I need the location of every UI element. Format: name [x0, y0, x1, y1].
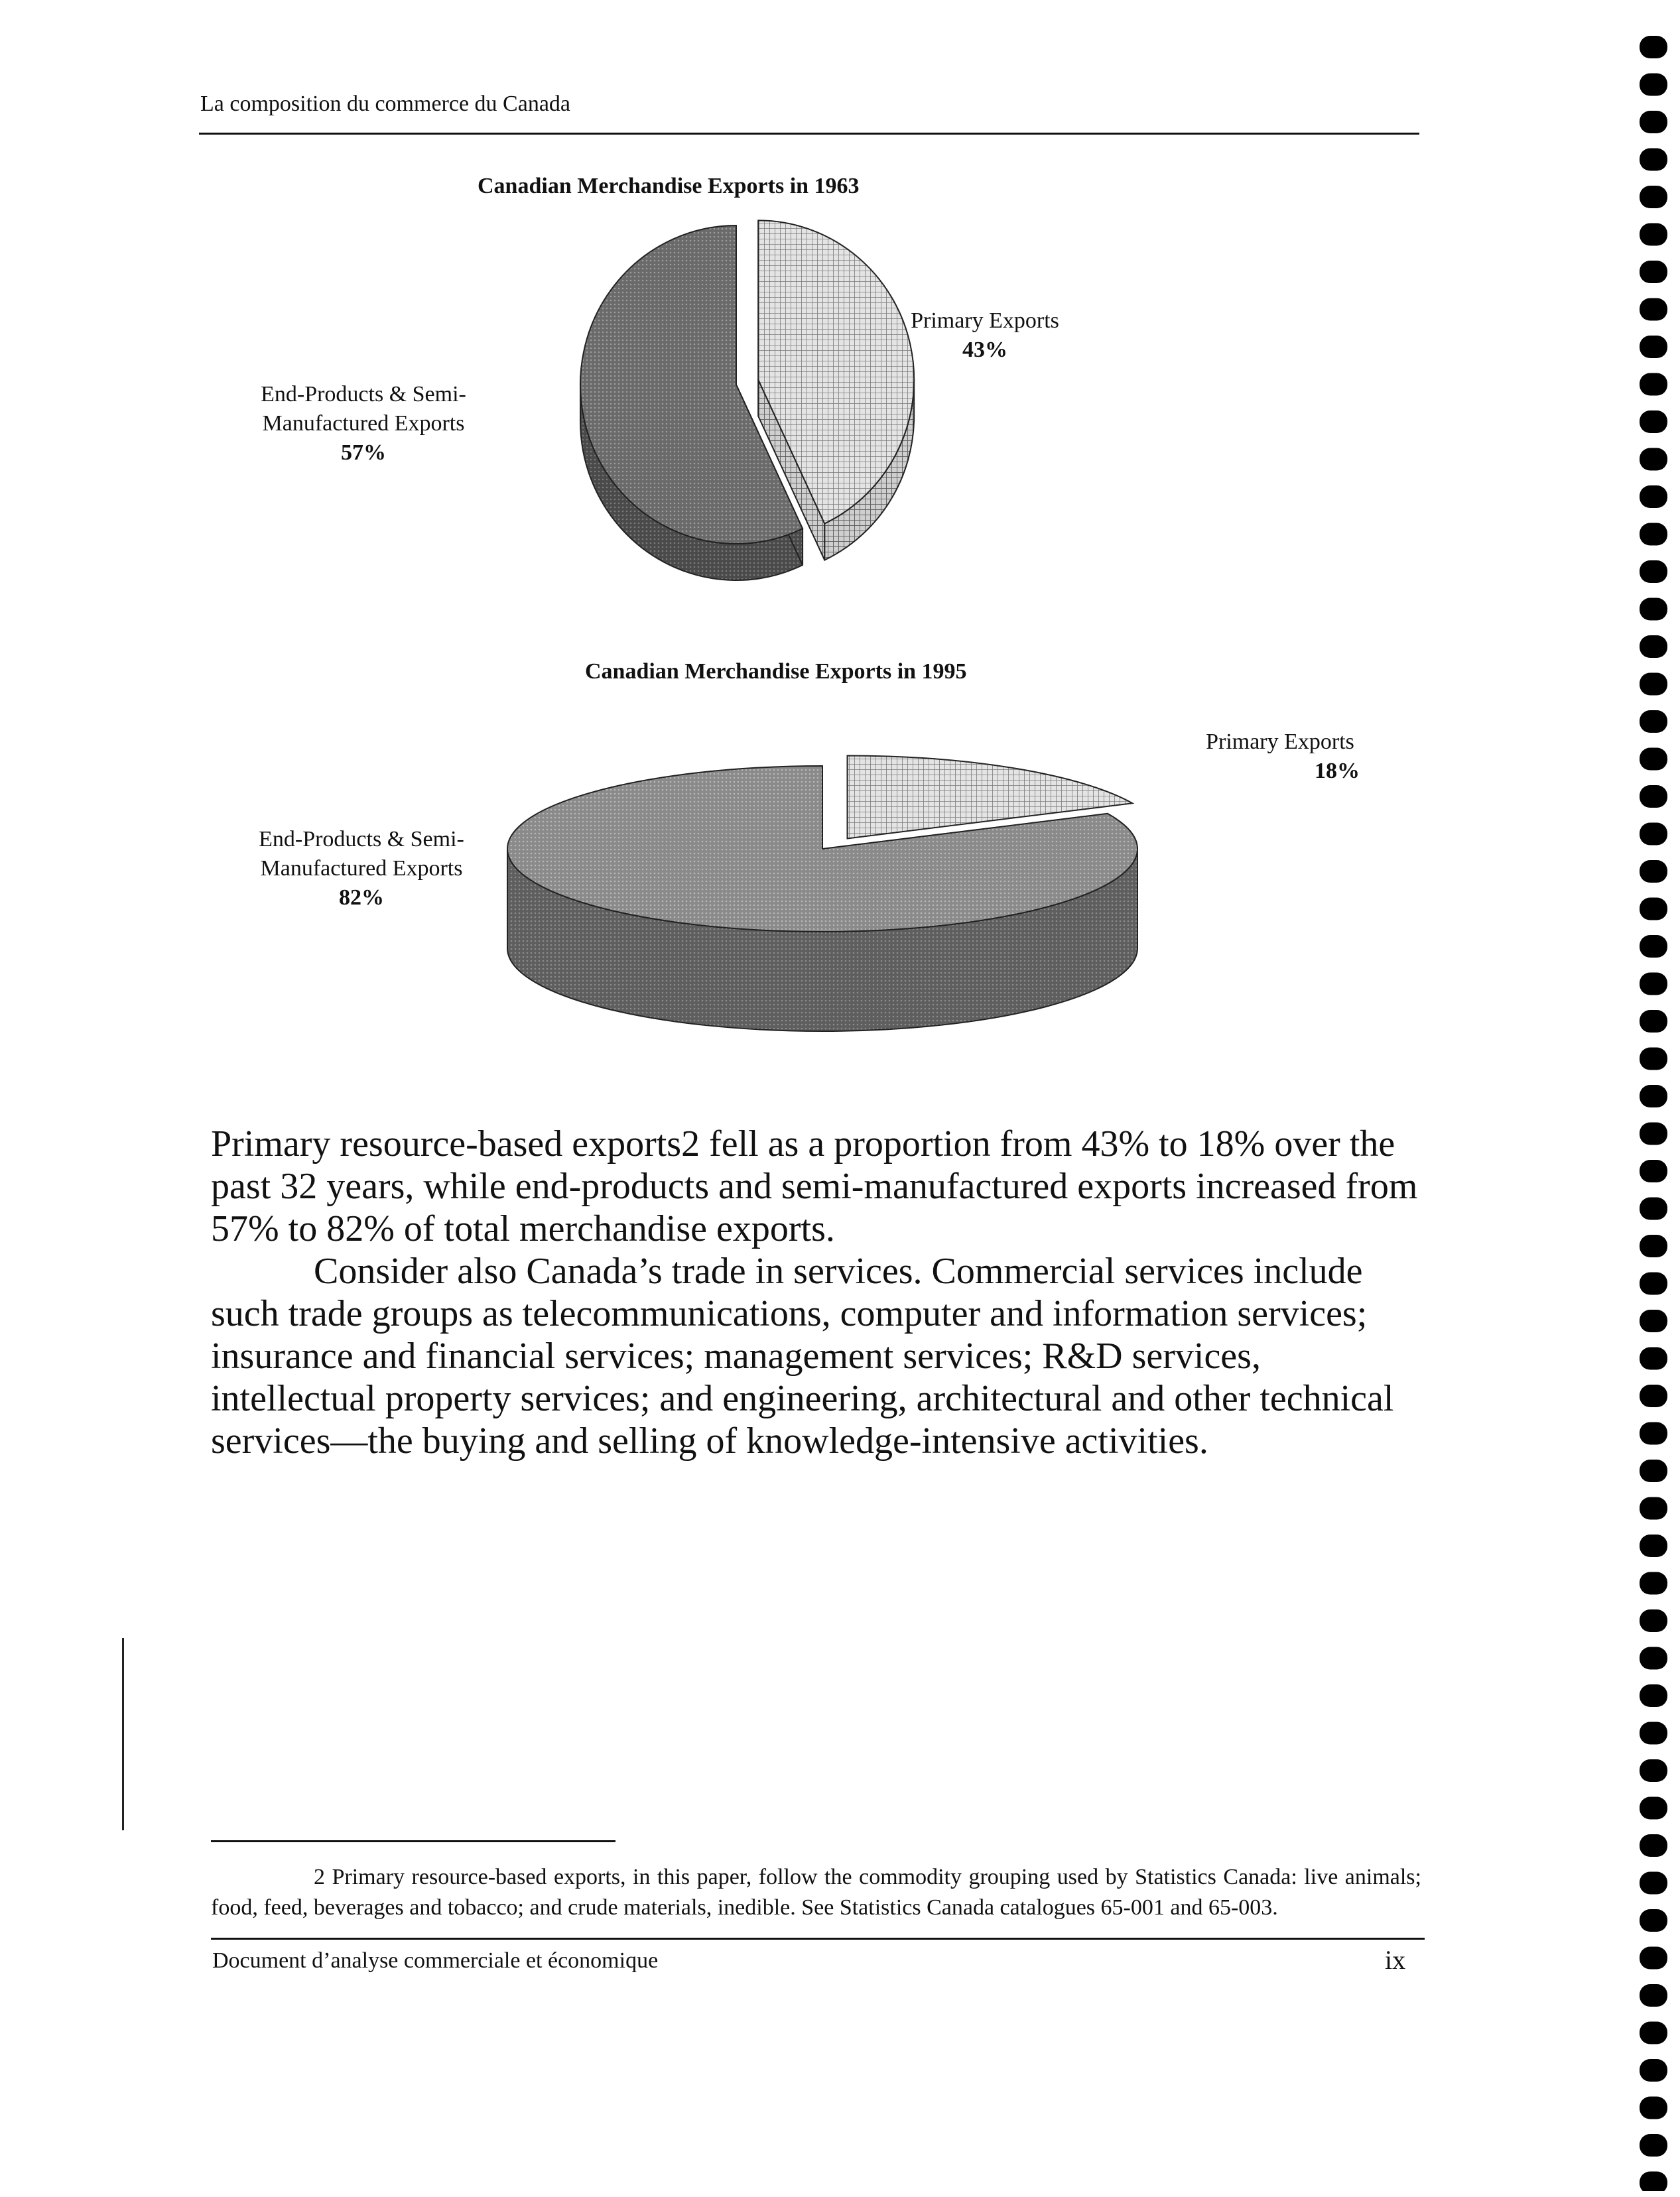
binder-hole	[1640, 1123, 1667, 1145]
binder-hole	[1640, 1909, 1667, 1932]
paragraph-1: Primary resource-based exports2 fell as a proportion from 43% to 18% over the past 32 years, while end-products and semi-manufactured exports increased from 57% to 82% of total merchandise exports.	[211, 1123, 1418, 1249]
footnote-rule	[211, 1840, 615, 1842]
slice-name-1963-end-line1: End-Products & Semi-	[261, 382, 466, 407]
slice-name-1995-primary: Primary Exports	[1206, 729, 1354, 754]
binder-hole	[1640, 485, 1667, 508]
binder-hole	[1640, 1085, 1667, 1107]
slice-value-1963-primary: 43%	[962, 338, 1007, 362]
slice-value-1963-end: 57%	[341, 440, 386, 465]
binder-hole	[1640, 1235, 1667, 1257]
body-text	[211, 1123, 1425, 1462]
binder-hole	[1640, 523, 1667, 546]
binder-hole	[1640, 1460, 1667, 1482]
pie-chart-1963	[580, 220, 914, 580]
binder-hole	[1640, 860, 1667, 883]
footnote-text: 2 Primary resource-based exports, in this paper, follow the commodity grouping used by Statistics Canada: live animals; food, feed, beverages and tobacco; and crude materials, inedible. See Statistics Canada catalogues 65-001 and 65-003.	[211, 1865, 1421, 1920]
binder-hole	[1640, 1722, 1667, 1745]
binder-hole	[1640, 1947, 1667, 1970]
binder-hole	[1640, 186, 1667, 208]
binder-hole	[1640, 298, 1667, 321]
binder-hole	[1640, 1198, 1667, 1220]
binder-hole	[1640, 635, 1667, 658]
binder-hole	[1640, 1759, 1667, 1782]
binder-hole	[1640, 336, 1667, 358]
binder-hole	[1640, 823, 1667, 846]
binder-hole	[1640, 1572, 1667, 1595]
slice-name-1995-end-line1: End-Products & Semi-	[259, 827, 464, 851]
binder-hole	[1640, 1684, 1667, 1707]
binder-hole	[1640, 1535, 1667, 1557]
binder-hole	[1640, 935, 1667, 958]
binder-hole	[1640, 673, 1667, 696]
paragraph-2: Consider also Canada’s trade in services. Commercial services include such trade groups as telecommunications, computer and information services; insurance and financial services; management services; R&D services, intellectual property services; and engineering, architectural and other technical services—the buying and selling of knowledge-intensive activities.	[211, 1251, 1394, 1462]
binder-hole	[1640, 898, 1667, 920]
binder-hole	[1640, 261, 1667, 283]
binder-hole	[1640, 2172, 1667, 2192]
binder-hole	[1640, 1160, 1667, 1182]
binder-hole	[1640, 2097, 1667, 2119]
binder-hole	[1640, 1497, 1667, 1520]
binder-hole	[1640, 1984, 1667, 2007]
binder-hole	[1640, 2059, 1667, 2082]
running-header: La composition du commerce du Canada	[200, 92, 570, 116]
binder-hole	[1640, 1647, 1667, 1670]
footnote	[211, 1862, 1421, 1923]
binder-hole	[1640, 1348, 1667, 1370]
binder-holes	[1637, 16, 1670, 2191]
footer-rule	[211, 1938, 1425, 1940]
footer-publication: Document d’analyse commerciale et économique	[212, 1948, 659, 1973]
binder-hole	[1640, 410, 1667, 433]
binder-hole	[1640, 1609, 1667, 1632]
slice-name-1963-primary: Primary Exports	[911, 308, 1059, 333]
binder-hole	[1640, 36, 1667, 58]
binder-hole	[1640, 1048, 1667, 1070]
binder-hole	[1640, 1422, 1667, 1445]
binder-hole	[1640, 373, 1667, 396]
binder-hole	[1640, 785, 1667, 808]
binder-hole	[1640, 1010, 1667, 1033]
binder-hole	[1640, 223, 1667, 246]
binder-hole	[1640, 1310, 1667, 1332]
chart-title-1995: Canadian Merchandise Exports in 1995	[585, 659, 967, 684]
binder-hole	[1640, 2022, 1667, 2044]
binder-hole	[1640, 2134, 1667, 2157]
binder-hole	[1640, 973, 1667, 995]
chart-title-1963: Canadian Merchandise Exports in 1963	[478, 174, 860, 198]
binder-hole	[1640, 1273, 1667, 1295]
binder-hole	[1640, 748, 1667, 771]
binder-hole	[1640, 1834, 1667, 1857]
slice-name-1995-end-line2: Manufactured Exports	[260, 856, 463, 881]
margin-mark	[122, 1638, 124, 1830]
binder-hole	[1640, 1385, 1667, 1407]
pie-chart-1995	[507, 755, 1137, 1031]
binder-hole	[1640, 74, 1667, 96]
binder-hole	[1640, 111, 1667, 133]
binder-hole	[1640, 560, 1667, 583]
binder-hole	[1640, 1872, 1667, 1895]
slice-value-1995-primary: 18%	[1315, 759, 1360, 783]
binder-hole	[1640, 1797, 1667, 1820]
slice-name-1963-end-line2: Manufactured Exports	[262, 411, 465, 436]
binder-hole	[1640, 710, 1667, 733]
binder-hole	[1640, 598, 1667, 621]
binder-hole	[1640, 448, 1667, 471]
binder-hole	[1640, 149, 1667, 171]
page-number: ix	[1385, 1945, 1406, 1975]
slice-value-1995-end: 82%	[339, 885, 384, 910]
